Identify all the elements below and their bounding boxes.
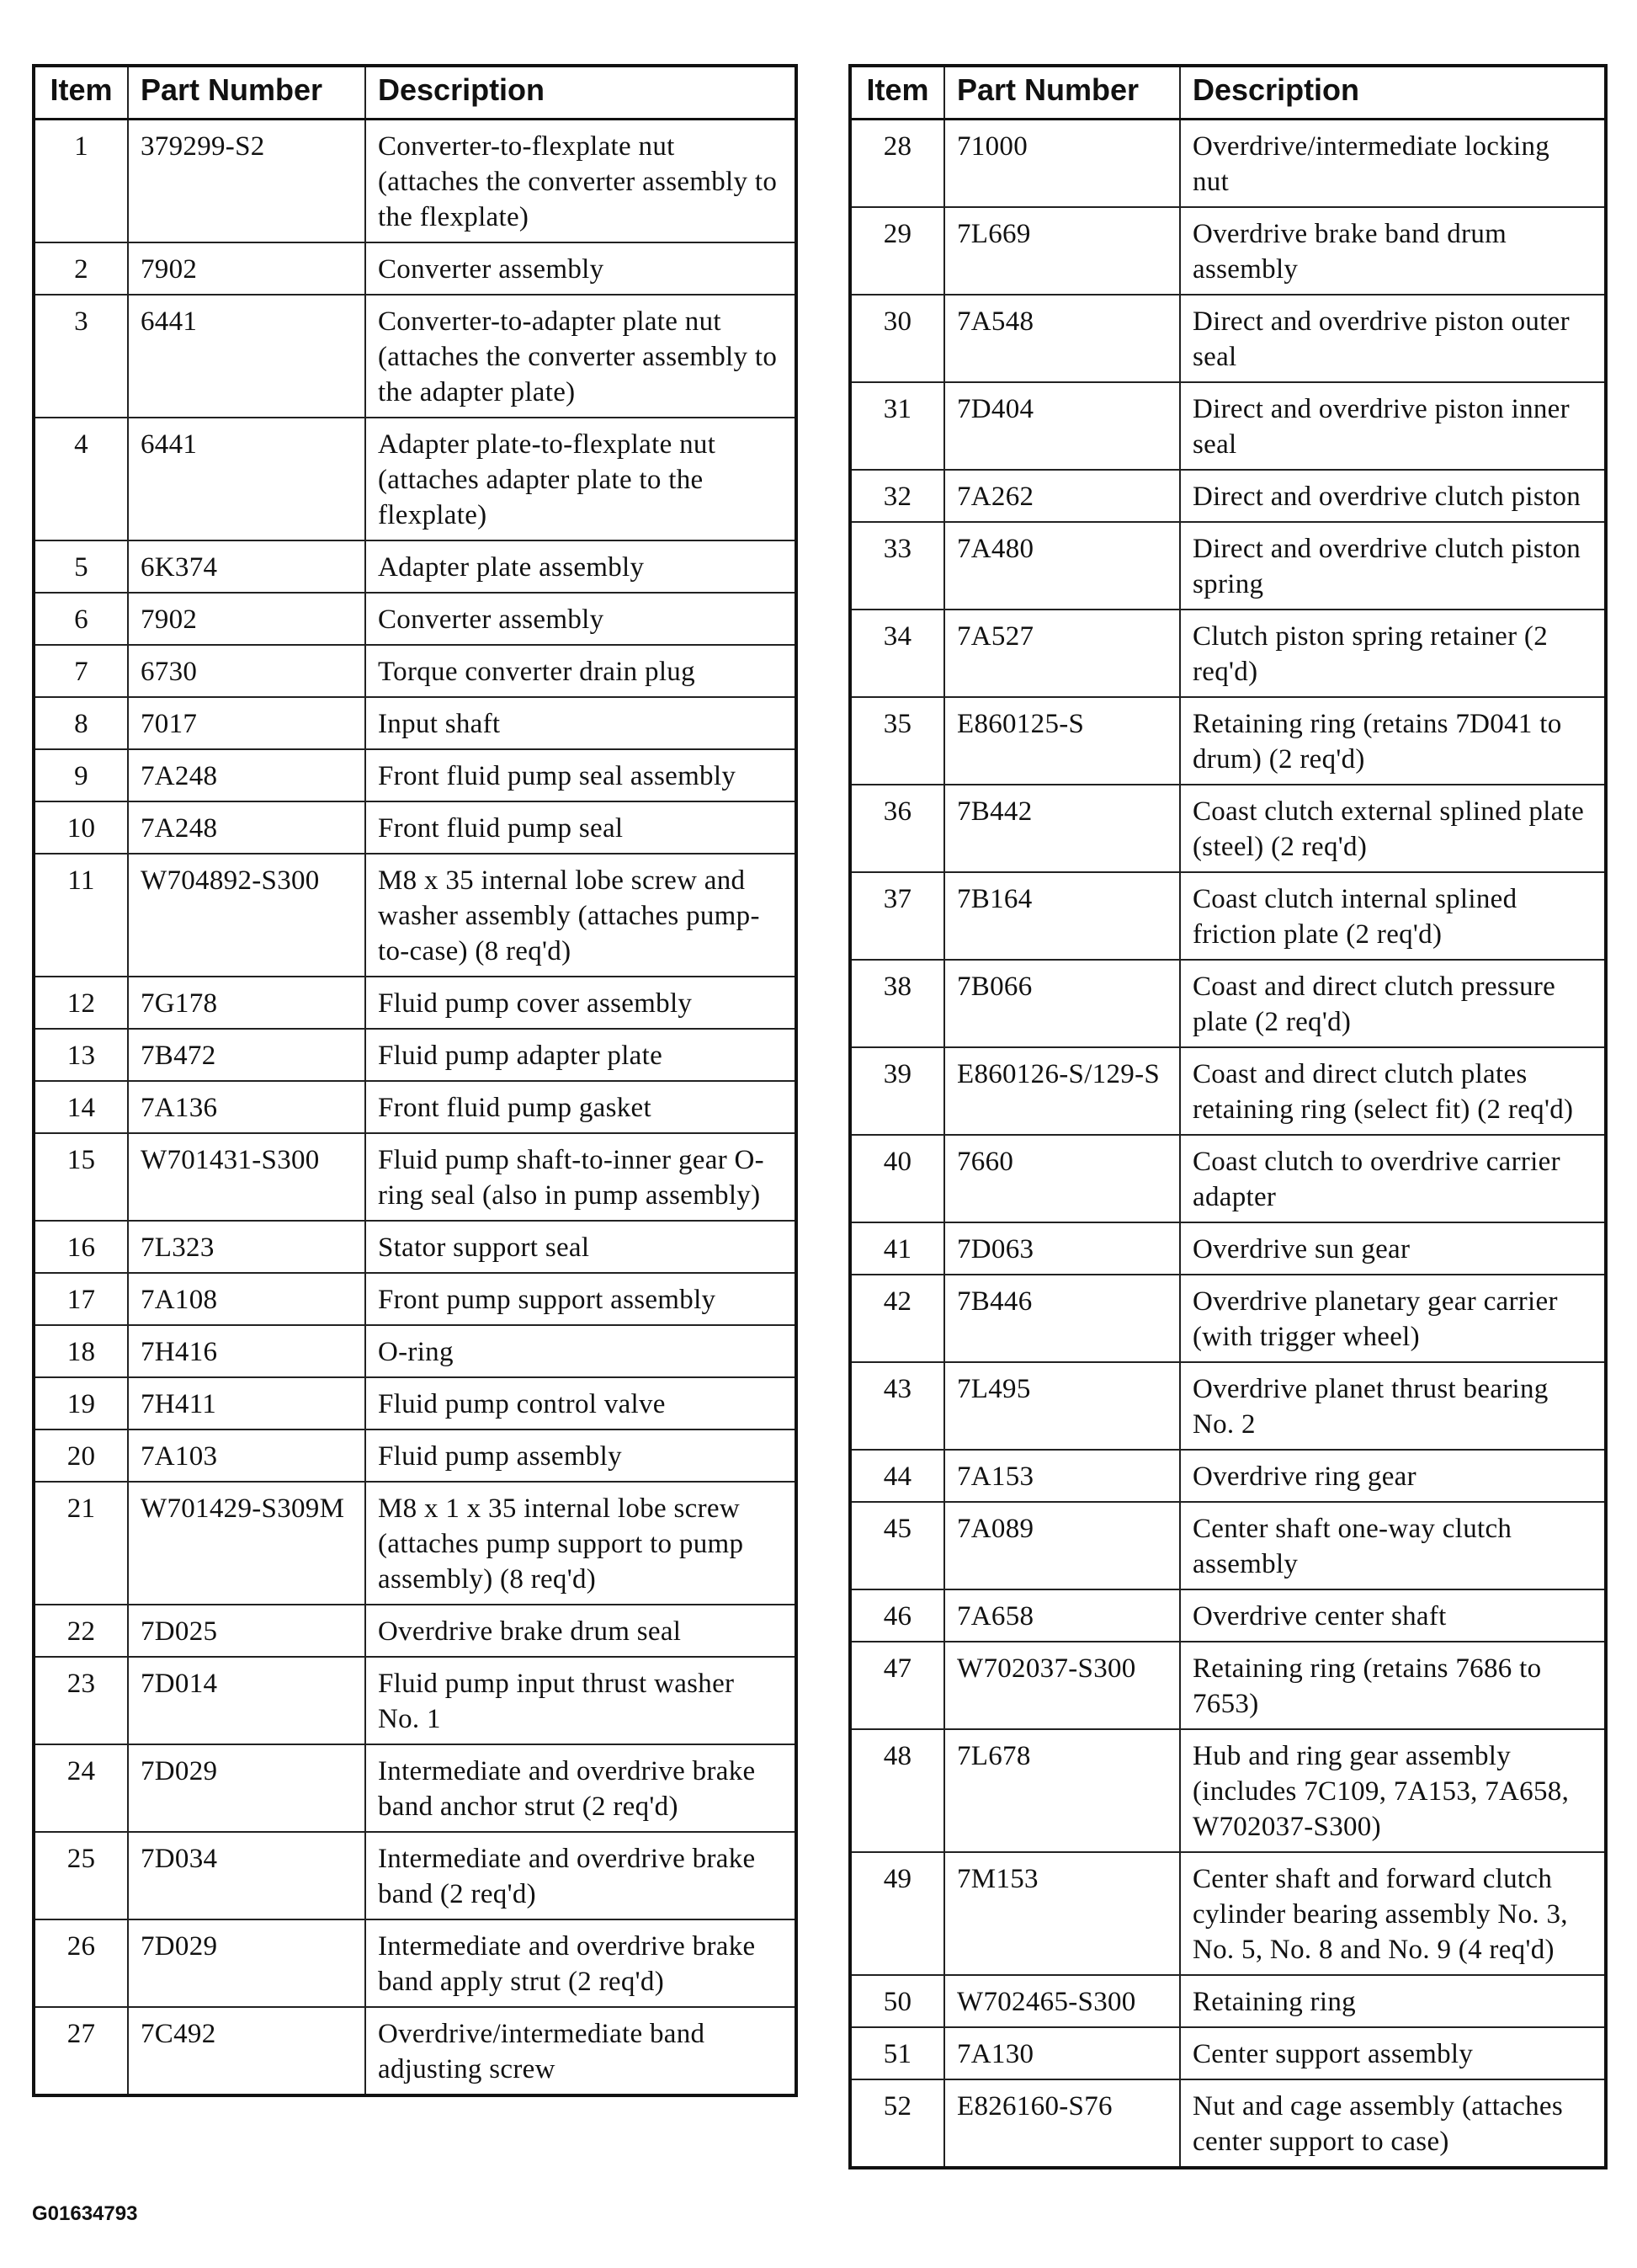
part-number: 6730 [128,645,365,697]
table-row [34,977,796,1029]
item-number: 17 [34,1273,128,1325]
description: Overdrive/intermediate band adjusting screw [365,2007,796,2095]
description: Coast clutch external splined plate (steel) (2 req'd) [1180,785,1606,872]
item-number: 7 [34,645,128,697]
table-row [850,207,1606,295]
header-description: Description [365,66,796,120]
table-row [34,1081,796,1133]
description: Direct and overdrive clutch piston spring [1180,522,1606,610]
item-number: 9 [34,749,128,801]
item-number: 1 [34,120,128,243]
table-row [34,1429,796,1482]
description: Center support assembly [1180,2027,1606,2079]
table-row [34,1377,796,1429]
description: Fluid pump adapter plate [365,1029,796,1081]
part-number: 7C492 [128,2007,365,2095]
table-row [850,1852,1606,1975]
part-number: 7D029 [128,1744,365,1832]
part-number: 7902 [128,593,365,645]
item-number: 13 [34,1029,128,1081]
part-number: 7L323 [128,1221,365,1273]
table-row [34,1832,796,1919]
part-number: W702465-S300 [944,1975,1180,2027]
part-number: 7902 [128,242,365,295]
figure-id: G01634793 [32,2202,138,2225]
item-number: 10 [34,801,128,854]
description: Coast clutch internal splined friction plate (2 req'd) [1180,872,1606,960]
item-number: 18 [34,1325,128,1377]
description: O-ring [365,1325,796,1377]
part-number: 7A108 [128,1273,365,1325]
table-row [34,2007,796,2095]
table-row [850,960,1606,1047]
table-row [850,120,1606,208]
item-number: 40 [850,1135,944,1222]
description: Fluid pump control valve [365,1377,796,1429]
item-number: 15 [34,1133,128,1221]
description: Center shaft and forward clutch cylinder bearing assembly No. 3, No. 5, No. 8 and No. 9 (4 req'd) [1180,1852,1606,1975]
description: Coast and direct clutch pressure plate (2 req'd) [1180,960,1606,1047]
table-row [850,1502,1606,1589]
table-row [850,697,1606,785]
part-number: E860125-S [944,697,1180,785]
table-row [850,1135,1606,1222]
item-number: 47 [850,1642,944,1729]
table-row [850,1975,1606,2027]
description: Adapter plate-to-flexplate nut (attaches adapter plate to the flexplate) [365,418,796,540]
item-number: 36 [850,785,944,872]
part-number: 7660 [944,1135,1180,1222]
table-row [34,645,796,697]
part-number: 71000 [944,120,1180,208]
description: Front fluid pump seal [365,801,796,854]
item-number: 16 [34,1221,128,1273]
item-number: 41 [850,1222,944,1275]
table-row [34,1133,796,1221]
description: Front pump support assembly [365,1273,796,1325]
description: Converter-to-adapter plate nut (attaches the converter assembly to the adapter plate) [365,295,796,418]
item-number: 33 [850,522,944,610]
description: Fluid pump input thrust washer No. 1 [365,1657,796,1744]
part-number: E826160-S76 [944,2079,1180,2168]
part-number: W701429-S309M [128,1482,365,1605]
item-number: 32 [850,470,944,522]
part-number: 7D025 [128,1605,365,1657]
part-number: 6K374 [128,540,365,593]
item-number: 4 [34,418,128,540]
description: Intermediate and overdrive brake band apply strut (2 req'd) [365,1919,796,2007]
item-number: 5 [34,540,128,593]
part-number: 7B442 [944,785,1180,872]
description: Coast clutch to overdrive carrier adapter [1180,1135,1606,1222]
description: Retaining ring (retains 7D041 to drum) (2 req'd) [1180,697,1606,785]
description: Converter assembly [365,242,796,295]
description: Front fluid pump gasket [365,1081,796,1133]
description: Intermediate and overdrive brake band anchor strut (2 req'd) [365,1744,796,1832]
description: Overdrive center shaft [1180,1589,1606,1642]
part-number: 7D029 [128,1919,365,2007]
part-number: 7A548 [944,295,1180,382]
part-number: 7B446 [944,1275,1180,1362]
table-row [34,418,796,540]
description: Overdrive ring gear [1180,1450,1606,1502]
item-number: 34 [850,610,944,697]
description: Overdrive sun gear [1180,1222,1606,1275]
description: Hub and ring gear assembly (includes 7C109, 7A153, 7A658, W702037-S300) [1180,1729,1606,1852]
part-number: 6441 [128,295,365,418]
header-part-number: Part Number [944,66,1180,120]
item-number: 11 [34,854,128,977]
header-item: Item [34,66,128,120]
part-number: W704892-S300 [128,854,365,977]
part-number: 7M153 [944,1852,1180,1975]
part-number: 7A103 [128,1429,365,1482]
description: Input shaft [365,697,796,749]
table-row [850,1450,1606,1502]
description: Stator support seal [365,1221,796,1273]
item-number: 2 [34,242,128,295]
table-row [34,1325,796,1377]
part-number: W701431-S300 [128,1133,365,1221]
description: Overdrive/intermediate locking nut [1180,120,1606,208]
table-row [34,697,796,749]
item-number: 44 [850,1450,944,1502]
header-item: Item [850,66,944,120]
part-number: 7A130 [944,2027,1180,2079]
parts-table-right-body [850,120,1606,2169]
table-row [850,1642,1606,1729]
table-row [34,1744,796,1832]
part-number: 7A089 [944,1502,1180,1589]
description: Retaining ring (retains 7686 to 7653) [1180,1642,1606,1729]
item-number: 8 [34,697,128,749]
description: Torque converter drain plug [365,645,796,697]
item-number: 25 [34,1832,128,1919]
item-number: 31 [850,382,944,470]
description: Nut and cage assembly (attaches center support to case) [1180,2079,1606,2168]
part-number: 7L495 [944,1362,1180,1450]
item-number: 12 [34,977,128,1029]
table-row [850,2079,1606,2168]
description: Direct and overdrive piston outer seal [1180,295,1606,382]
description: Fluid pump assembly [365,1429,796,1482]
item-number: 19 [34,1377,128,1429]
item-number: 42 [850,1275,944,1362]
part-number: 7B472 [128,1029,365,1081]
table-row [850,1589,1606,1642]
part-number: 7D063 [944,1222,1180,1275]
description: Direct and overdrive clutch piston [1180,470,1606,522]
item-number: 27 [34,2007,128,2095]
table-row [34,1221,796,1273]
description: M8 x 35 internal lobe screw and washer assembly (attaches pump-to-case) (8 req'd) [365,854,796,977]
part-number: W702037-S300 [944,1642,1180,1729]
item-number: 26 [34,1919,128,2007]
item-number: 45 [850,1502,944,1589]
part-number: 7A527 [944,610,1180,697]
table-row [34,801,796,854]
table-row [850,1362,1606,1450]
part-number: 7H416 [128,1325,365,1377]
description: Clutch piston spring retainer (2 req'd) [1180,610,1606,697]
part-number: 7A136 [128,1081,365,1133]
description: Coast and direct clutch plates retaining ring (select fit) (2 req'd) [1180,1047,1606,1135]
table-row [850,522,1606,610]
table-row [850,470,1606,522]
table-row [850,2027,1606,2079]
item-number: 39 [850,1047,944,1135]
table-row [34,593,796,645]
item-number: 35 [850,697,944,785]
table-row [34,1029,796,1081]
parts-table-left [32,64,798,2097]
table-row [850,1047,1606,1135]
item-number: 24 [34,1744,128,1832]
item-number: 30 [850,295,944,382]
item-number: 50 [850,1975,944,2027]
item-number: 38 [850,960,944,1047]
item-number: 14 [34,1081,128,1133]
description: Overdrive planetary gear carrier (with trigger wheel) [1180,1275,1606,1362]
table-row [34,1482,796,1605]
item-number: 22 [34,1605,128,1657]
description: Overdrive brake drum seal [365,1605,796,1657]
part-number: 7D014 [128,1657,365,1744]
item-number: 46 [850,1589,944,1642]
table-row [34,854,796,977]
part-number: 7A248 [128,749,365,801]
table-row [34,540,796,593]
item-number: 20 [34,1429,128,1482]
parts-table-right [848,64,1608,2170]
table-row [850,1222,1606,1275]
description: Converter assembly [365,593,796,645]
description: Converter-to-flexplate nut (attaches the converter assembly to the flexplate) [365,120,796,243]
description: Overdrive brake band drum assembly [1180,207,1606,295]
description: M8 x 1 x 35 internal lobe screw (attaches pump support to pump assembly) (8 req'd) [365,1482,796,1605]
table-row [850,295,1606,382]
table-header-row [34,66,796,120]
table-row [34,1657,796,1744]
item-number: 21 [34,1482,128,1605]
part-number: 7B164 [944,872,1180,960]
item-number: 3 [34,295,128,418]
part-number: 7H411 [128,1377,365,1429]
item-number: 51 [850,2027,944,2079]
description: Intermediate and overdrive brake band (2 req'd) [365,1832,796,1919]
table-row [850,872,1606,960]
table-row [34,120,796,243]
part-number: 7B066 [944,960,1180,1047]
item-number: 43 [850,1362,944,1450]
description: Adapter plate assembly [365,540,796,593]
part-number: 7D404 [944,382,1180,470]
description: Retaining ring [1180,1975,1606,2027]
table-row [34,1605,796,1657]
item-number: 29 [850,207,944,295]
description: Center shaft one-way clutch assembly [1180,1502,1606,1589]
description: Overdrive planet thrust bearing No. 2 [1180,1362,1606,1450]
item-number: 28 [850,120,944,208]
table-row [34,295,796,418]
table-row [850,382,1606,470]
table-row [34,242,796,295]
part-number: 7A658 [944,1589,1180,1642]
part-number: 6441 [128,418,365,540]
table-row [850,610,1606,697]
part-number: 7A262 [944,470,1180,522]
item-number: 52 [850,2079,944,2168]
part-number: E860126-S/129-S [944,1047,1180,1135]
part-number: 7L678 [944,1729,1180,1852]
description: Fluid pump shaft-to-inner gear O-ring seal (also in pump assembly) [365,1133,796,1221]
table-row [850,1275,1606,1362]
table-row [850,785,1606,872]
item-number: 37 [850,872,944,960]
part-number: 7D034 [128,1832,365,1919]
description: Direct and overdrive piston inner seal [1180,382,1606,470]
table-row [34,749,796,801]
part-number: 7A153 [944,1450,1180,1502]
part-number: 7G178 [128,977,365,1029]
part-number: 7A248 [128,801,365,854]
table-row [34,1919,796,2007]
table-row [850,1729,1606,1852]
item-number: 48 [850,1729,944,1852]
table-row [34,1273,796,1325]
item-number: 49 [850,1852,944,1975]
part-number: 379299-S2 [128,120,365,243]
header-description: Description [1180,66,1606,120]
table-header-row [850,66,1606,120]
parts-table-left-body [34,120,796,2096]
item-number: 6 [34,593,128,645]
part-number: 7017 [128,697,365,749]
description: Front fluid pump seal assembly [365,749,796,801]
description: Fluid pump cover assembly [365,977,796,1029]
item-number: 23 [34,1657,128,1744]
part-number: 7A480 [944,522,1180,610]
part-number: 7L669 [944,207,1180,295]
header-part-number: Part Number [128,66,365,120]
